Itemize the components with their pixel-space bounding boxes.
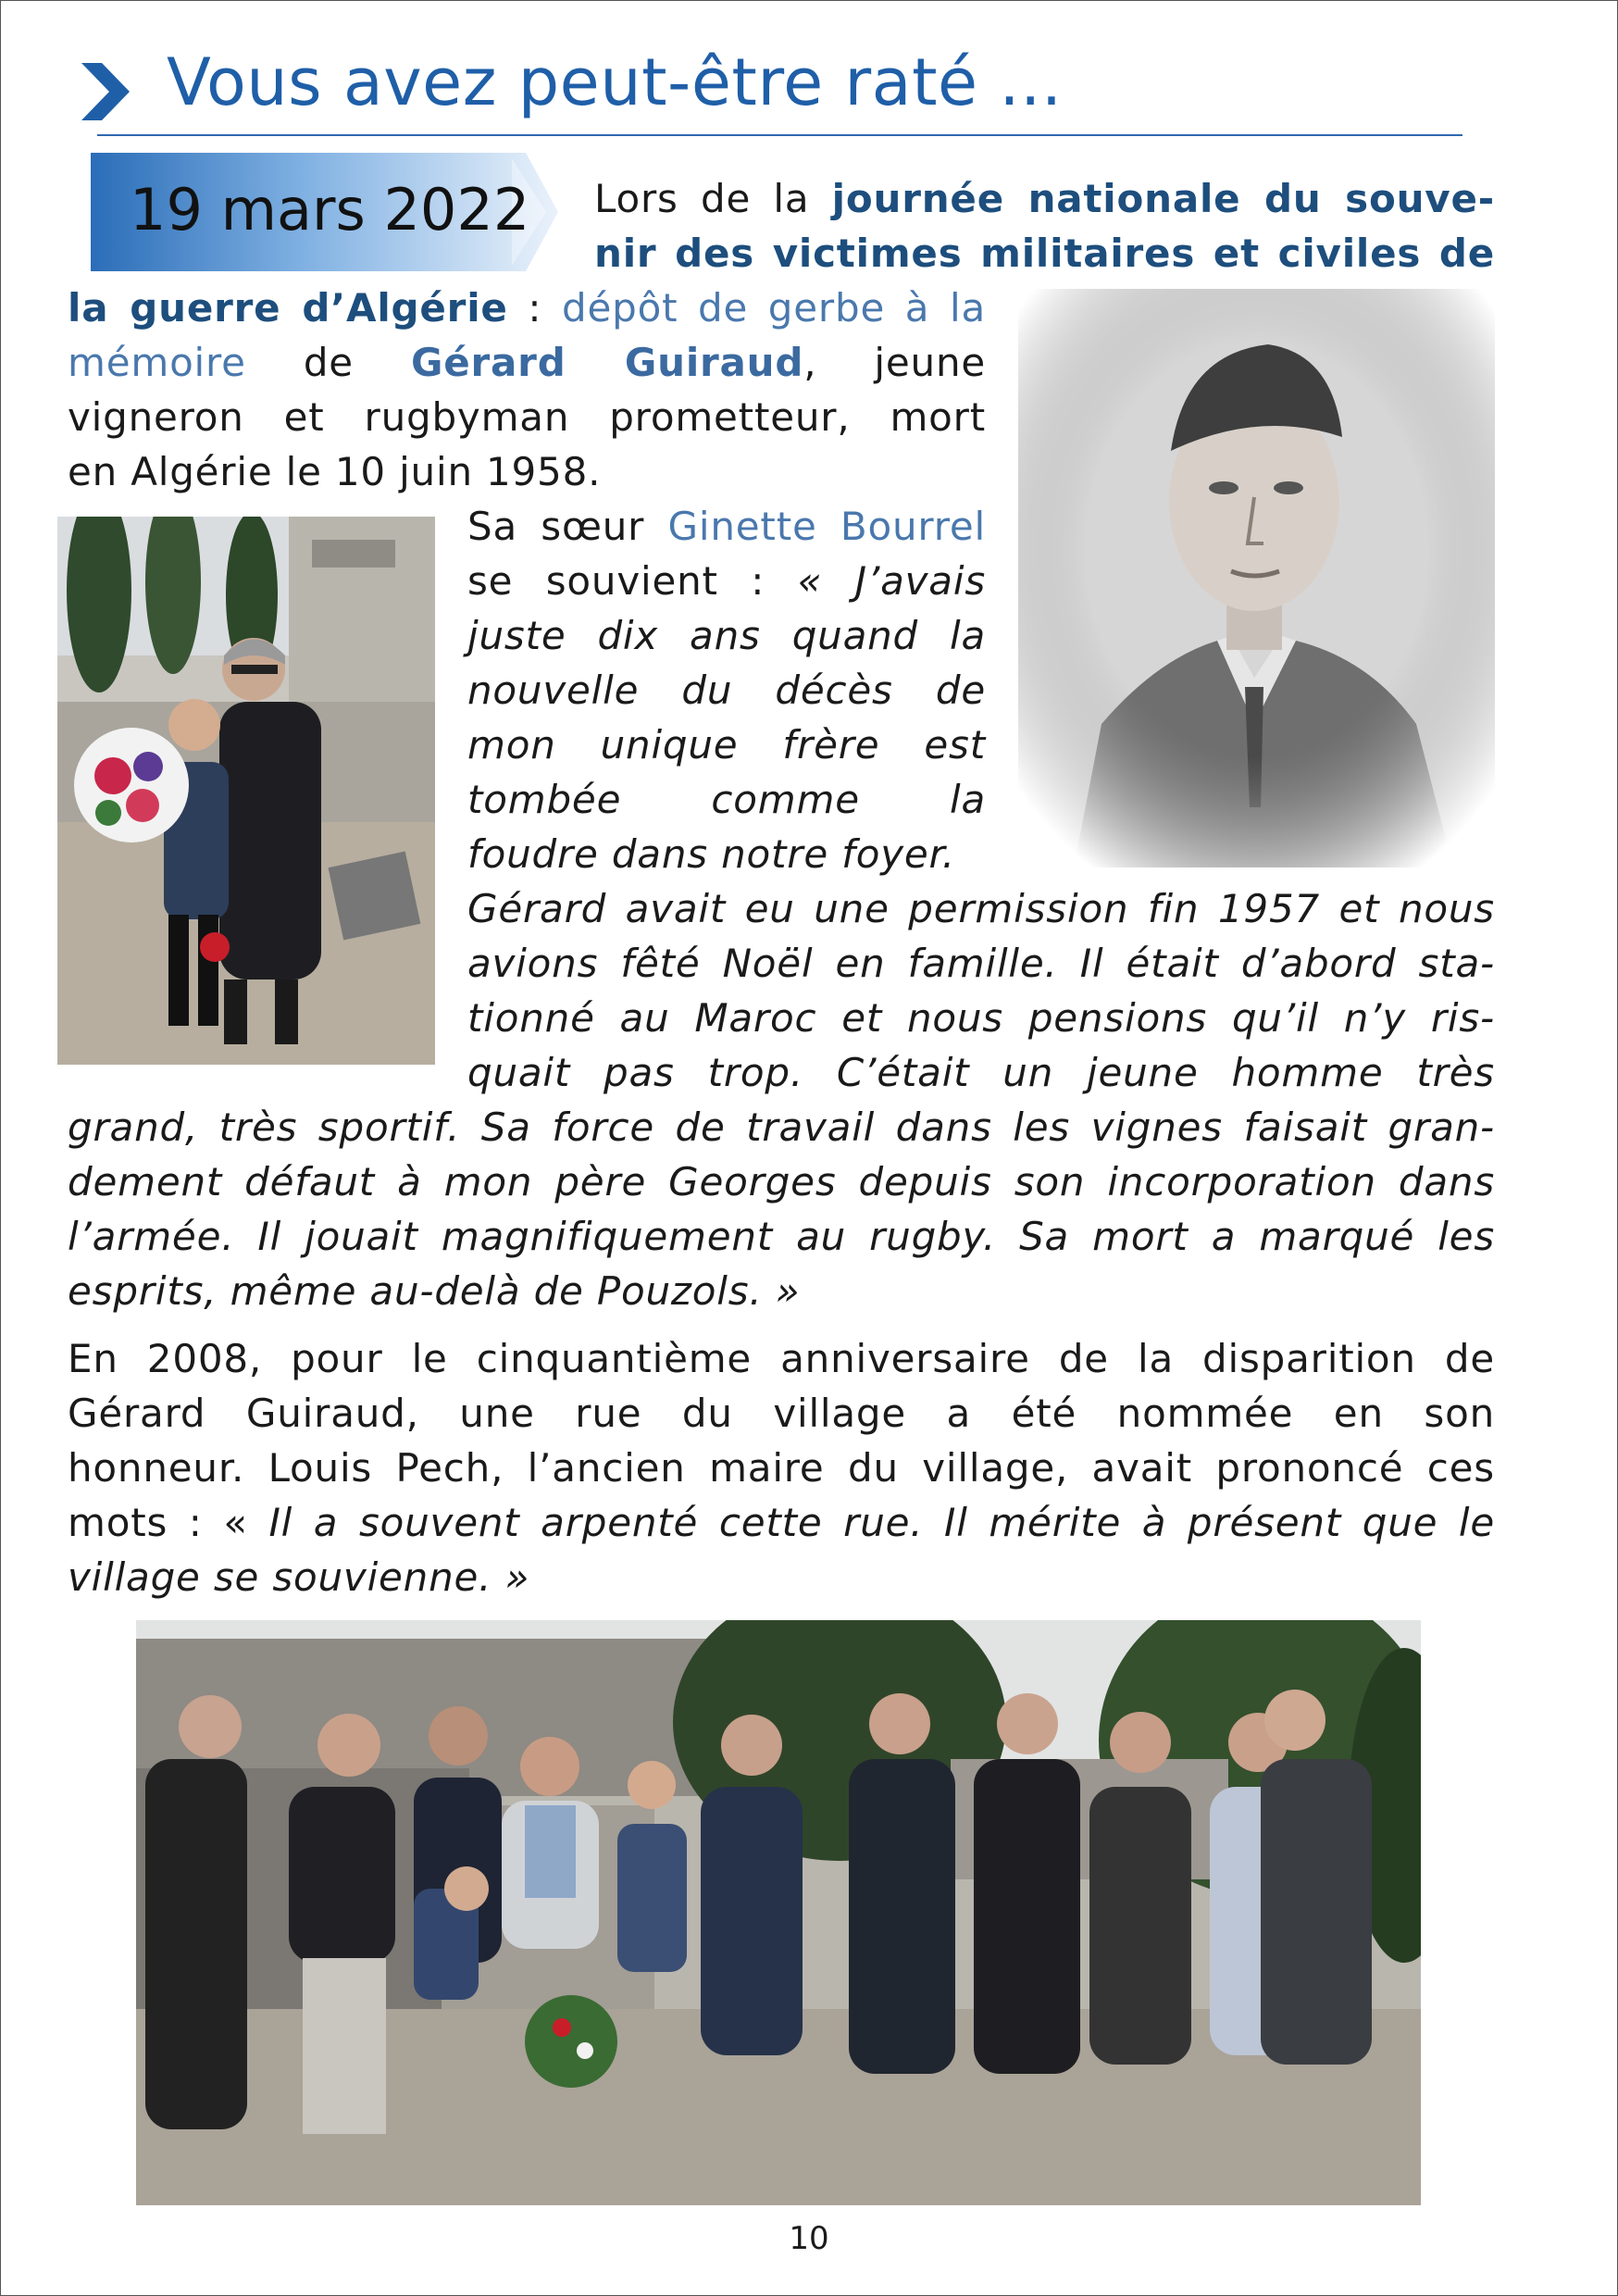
intro-text: , jeune [803,340,987,385]
quote-line-12: grand, très sportif. Sa force de travail dans les vignes faisait gran- [68,1104,1495,1150]
intro-text: : [507,285,563,331]
intro-line-3 [68,281,986,335]
closing-line-2: Gérard Guiraud, une rue du village a été nommée en son [68,1391,1495,1436]
person-name: Ginette Bourrel [667,504,987,549]
portrait-photo [1018,289,1495,867]
person-name: Gérard Guiraud [410,340,804,385]
quote-line-1 [467,499,986,554]
intro-link: dépôt de gerbe à la [562,285,986,331]
memorial-photo [57,517,435,1065]
title-divider [97,134,1462,136]
quote-line-15: esprits, même au-delà de Pouzols. » [68,1268,801,1314]
closing-line-5: village se souvienne. » [68,1554,530,1600]
quote-text: Sa sœur [467,504,668,549]
intro-text: de [245,340,411,385]
quote-line-5: mon unique frère est [467,722,986,767]
intro-keyword: la guerre d’Algérie [68,285,508,331]
event-date: 19 mars 2022 [130,176,530,243]
closing-line-4 [68,1495,1495,1550]
intro-link: mémoire [68,340,246,385]
intro-line-2 [594,226,1495,281]
quote-text: « J’avais [797,558,986,604]
quote-line-13: dement défaut à mon père Georges depuis son incorporation dans [68,1159,1495,1204]
quote-text: se souvient : [467,558,798,604]
intro-keyword: journée nationale du souve- [831,176,1495,221]
intro-line-4 [68,335,986,390]
closing-quote: Il a souvent arpenté cette rue. Il mérite à présent que le [268,1500,1495,1545]
closing-line-1: En 2008, pour le cinquantième anniversaire de la disparition de [68,1336,1495,1381]
intro-text: Lors de la [594,176,832,221]
chevron-right-icon [81,63,130,120]
quote-line-7: foudre dans notre foyer. [467,831,955,877]
quote-line-8: Gérard avait eu une permission fin 1957 et nous [467,886,1495,931]
quote-line-11: quait pas trop. C’était un jeune homme très [467,1050,1495,1095]
quote-line-6: tombée comme la [467,777,986,822]
intro-line-1 [594,171,1495,226]
page-title: Vous avez peut-être raté ... [167,44,1063,120]
closing-text: mots : « [68,1500,269,1545]
page-number: 10 [789,2220,829,2257]
quote-line-10: tionné au Maroc et nous pensions qu’il n’y ris- [467,995,1495,1041]
group-photo [136,1620,1421,2205]
intro-line-6: en Algérie le 10 juin 1958. [68,449,602,494]
intro-line-5: vigneron et rugbyman prometteur, mort [68,394,986,440]
closing-line-3: honneur. Louis Pech, l’ancien maire du village, avait prononcé ces [68,1445,1495,1491]
quote-line-4: nouvelle du décès de [467,668,986,713]
quote-line-2 [467,554,986,608]
quote-line-14: l’armée. Il jouait magnifiquement au rugby. Sa mort a marqué les [68,1214,1495,1259]
quote-line-3: juste dix ans quand la [467,613,986,658]
quote-line-9: avions fêté Noël en famille. Il était d’abord sta- [467,941,1495,986]
intro-keyword: nir des victimes militaires et civiles de [594,231,1495,276]
